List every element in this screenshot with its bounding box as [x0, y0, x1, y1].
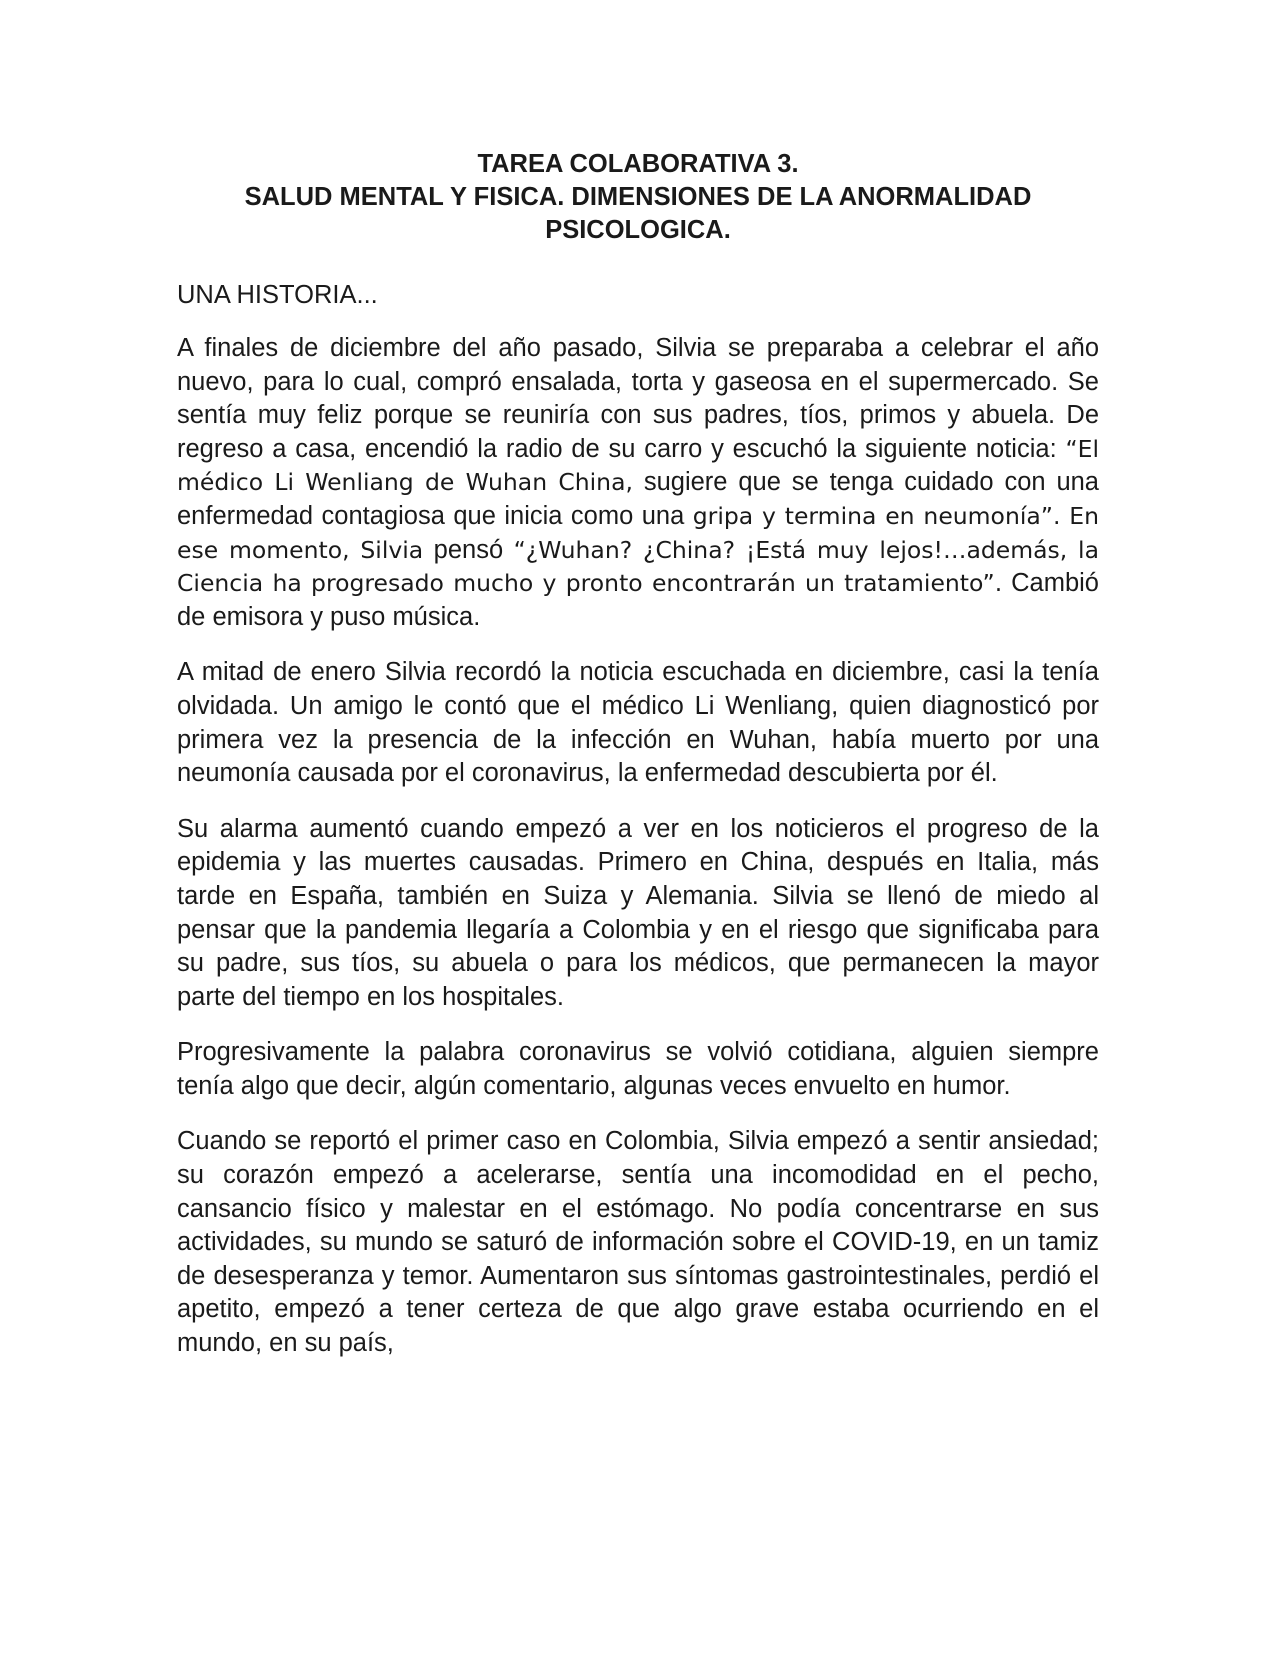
paragraph-1-text-b: sugiere que se tenga cuidado con una enfermedad contagiosa que inicia como una: [177, 468, 1099, 530]
document-title: [177, 148, 1099, 247]
paragraph-2: A mitad de enero Silvia recordó la noticia escuchada en diciembre, casi la tenía olvidada. Un amigo le contó que el médico Li Wenliang, quien diagnosticó por primera vez la presencia de la infección en Wuhan, había muerto por una neumonía causada por el coronavirus, la enfermedad descubierta por él.: [177, 658, 1099, 788]
paragraph-1-quote-3: “¿Wuhan? ¿China? ¡Está muy lejos!…además, la Ciencia ha progresado mucho y pronto encontrarán un tratamiento”.: [177, 535, 1099, 598]
paragraph-1: [177, 332, 1099, 634]
title-line-3: PSICOLOGICA.: [545, 216, 731, 244]
paragraph-1-quote-2: gripa y termina en neumonía”. En ese momento, Silvia: [177, 501, 1099, 564]
section-heading: UNA HISTORIA...: [177, 281, 378, 309]
paragraph-1-text-d: Cambió de emisora y puso música.: [177, 569, 1099, 631]
title-line-2: SALUD MENTAL Y FISICA. DIMENSIONES DE LA ANORMALIDAD: [244, 183, 1032, 211]
paragraph-5: Cuando se reportó el primer caso en Colombia, Silvia empezó a sentir ansiedad; su corazón empezó a acelerarse, sentía una incomodidad en el pecho, cansancio físico y malestar en el estómago. No podía concentrarse en sus actividades, su mundo se saturó de información sobre el COVID-19, en un tamiz de desesperanza y temor. Aumentaron sus síntomas gastrointestinales, perdió el apetito, empezó a tener certeza de que algo grave estaba ocurriendo en el mundo, en su país,: [177, 1127, 1099, 1358]
paragraph-1-quote-1: “El médico Li Wenliang de Wuhan China,: [177, 434, 1099, 497]
title-line-1: TAREA COLABORATIVA 3.: [477, 150, 799, 178]
paragraph-3: Su alarma aumentó cuando empezó a ver en los noticieros el progreso de la epidemia y las muertes causadas. Primero en China, después en Italia, más tarde en España, también en Suiza y Alemania. Silvia se llenó de miedo al pensar que la pandemia llegaría a Colombia y en el riesgo que significaba para su padre, sus tíos, su abuela o para los médicos, que permanecen la mayor parte del tiempo en los hospitales.: [177, 814, 1099, 1011]
paragraph-1-text-c: pensó: [423, 535, 514, 564]
document-page: [177, 148, 1099, 1361]
paragraph-1-text-a: A finales de diciembre del año pasado, Silvia se preparaba a celebrar el año nuevo, para lo cual, compró ensalada, torta y gaseosa en el supermercado. Se sentía muy feliz porque se reuniría con sus padres, tíos, primos y abuela. De regreso a casa, encendió la radio de su carro y escuchó la siguiente noticia:: [177, 334, 1099, 463]
paragraph-4: Progresivamente la palabra coronavirus se volvió cotidiana, alguien siempre tenía algo que decir, algún comentario, algunas veces envuelto en humor.: [177, 1038, 1099, 1100]
